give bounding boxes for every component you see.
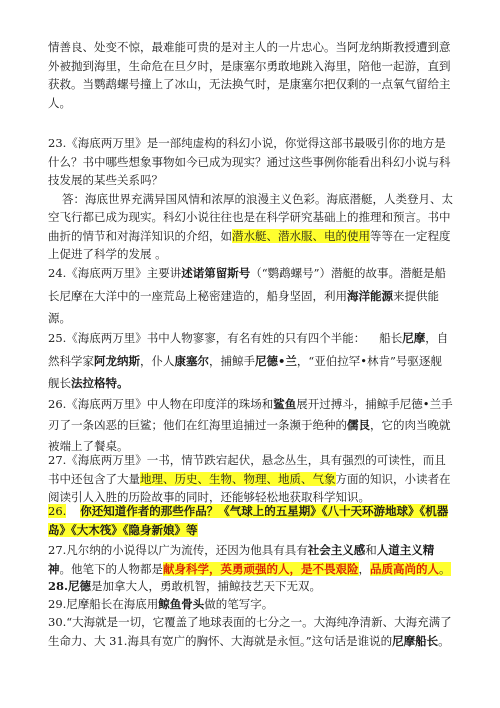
item-30: 30.“大海就是一切，它覆盖了地球表面的七分之一。大海纯净清新、大海充满了生命力、大 31.海具有宽广的胸怀、大海就是永恒。”这句话是谁说的尼摩船长。	[48, 615, 452, 648]
item-27b: 27.凡尔纳的小说得以广为流传，还因为他具有具有社会主义感和人道主义精神。他笔下的人物都是献身科学，英勇顽强的人，是不畏艰险，品质高尚的人。	[48, 543, 451, 576]
highlight-works: 你还知道作者的那些作品？《气球上的五星期》《八十天环游地球》《机器岛》《大木筏》《隐身新娘》等	[48, 504, 449, 537]
item-29: 29.尼摩船长在海底用鲸鱼骨头做的笔写字。	[48, 597, 274, 611]
paragraph-conseil	[48, 38, 453, 112]
highlight-noble-character: 品质高尚的人	[370, 561, 439, 576]
highlight-inventions: 潜水艇、潜水服、电的使用	[232, 228, 370, 243]
item-24: 24.《海底两万里》主要讲述诺第留斯号（“鹦鹉螺号”）潜艇的故事。潜艇是船长尼摩在大洋中的一座荒岛上秘密建造的，船身坚固，利用海洋能源来提供能源。	[48, 266, 447, 325]
item-27a: 27.《海底两万里》一书，情节跌宕起伏，悬念丛生，具有强烈的可读性，而且书中还包含了大量地理、历史、生物、物理、地质、气象方面的知识，小读者在阅读引人入胜的历险故事的同时，还能够轻松地获取科学知识。	[48, 453, 451, 504]
item-26b: 26. 你还知道作者的那些作品？《气球上的五星期》《八十天环游地球》《机器岛》《大木筏》《隐身新娘》等	[48, 504, 449, 537]
highlight-character-traits: 献身科学，英勇顽强的人，是不畏艰险	[163, 561, 359, 576]
question-23-text: 23.《海底两万里》是一部纯虚构的科幻小说，你觉得这部书最吸引你的地方是什么？书中哪些想象事物如今已成为现实？通过这些事例你能看出科幻小说与科技发展的某些关系吗？	[48, 136, 451, 187]
answer-23: 答：海底世界充满异国风情和浓厚的浪漫主义色彩。海底潜艇，人类登月、太空飞行都已成为现实。科幻小说往往也是在科学研究基础上的推理和预言。书中曲折的情节和对海洋知识的介绍，如潜水艇、潜水服、电的使用等等在一定程度上促进了科学的发展 。	[48, 191, 453, 261]
item-28: 28.尼德是加拿大人，勇敢机智，捕鲸技艺天下无双。	[48, 579, 322, 593]
item-25: 25.《海底两万里》书中人物寥寥，有名有姓的只有四个半能： 船长尼摩，自然科学家阿龙纳斯，仆人康塞尔，捕鲸手尼德•兰，“亚伯拉罕•林肯”号驱逐舰舰长法拉格特。	[48, 331, 449, 390]
question-23	[48, 134, 453, 264]
paragraph-text: 情善良、处变不惊，最难能可贵的是对主人的一片忠心。当阿龙纳斯教授遭到意外被抛到海里，生命危在旦夕时，是康塞尔勇敢地跳入海里，陪他一起游，直到获救。当鹦鹉螺号撞上了冰山，无法换气时，是康塞尔把仅剩的一点氧气留给主人。	[48, 40, 451, 110]
item-26: 26.《海底两万里》中人物在印度洋的珠场和鲨鱼展开过搏斗，捕鲸手尼德•兰手刃了一条凶恶的巨鲨；他们在红海里追捕过一条濒于绝种的儒艮，它的肉当晚就被端上了餐桌。	[48, 397, 453, 453]
highlight-subjects: 地理、历史、生物、物理、地质、气象	[140, 471, 336, 486]
